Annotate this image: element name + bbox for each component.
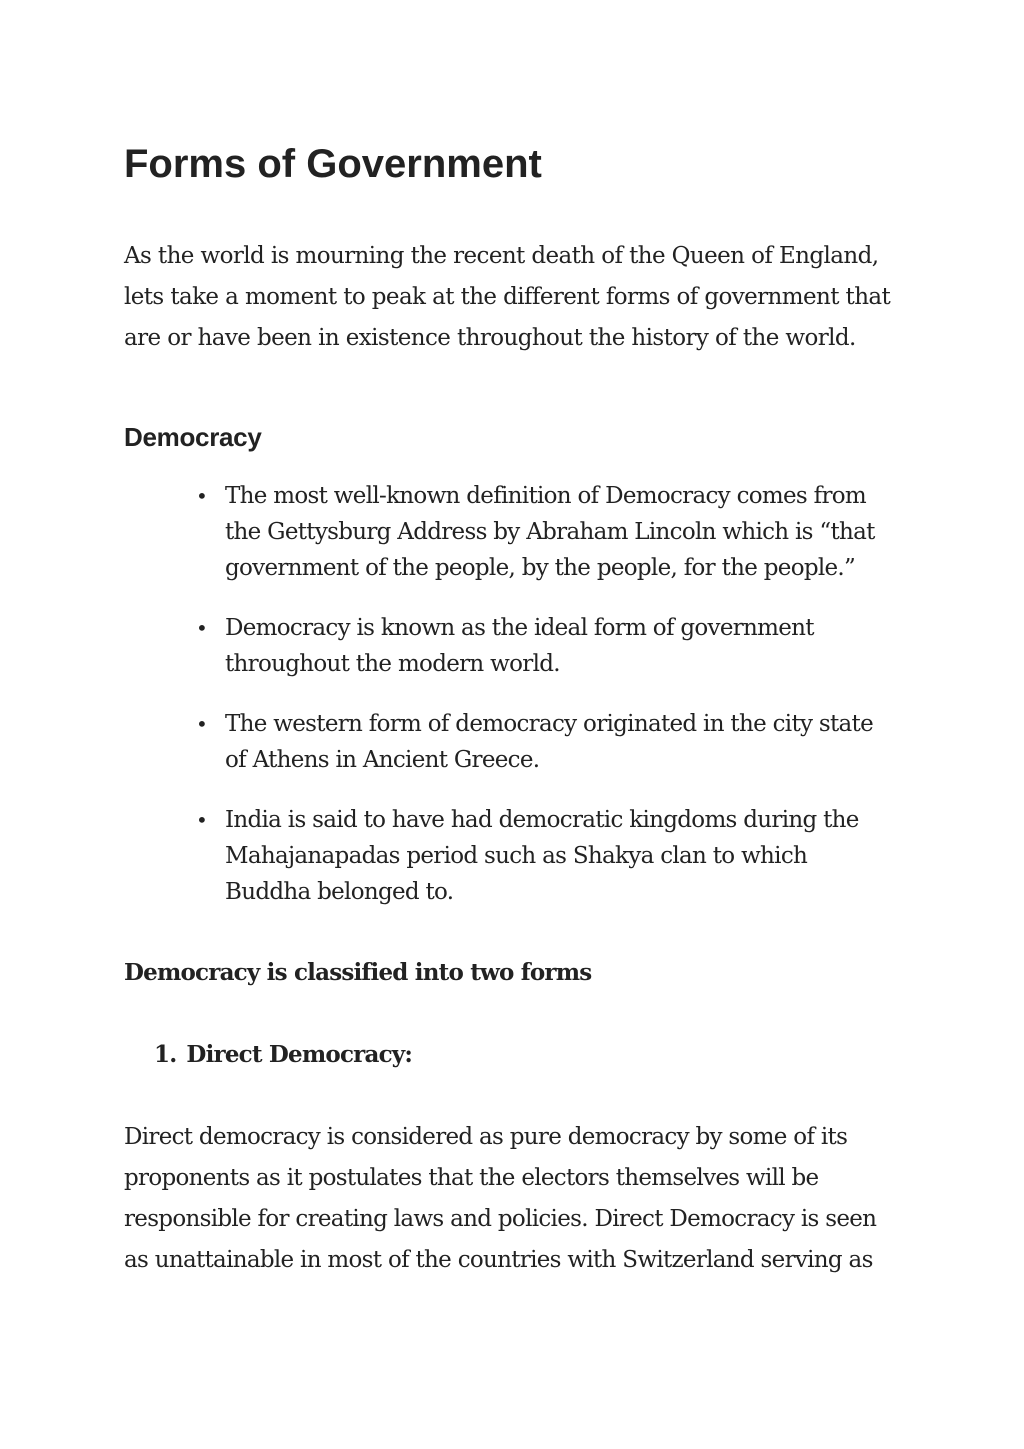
item-number: 1. bbox=[154, 1041, 177, 1068]
list-item-line: of Athens in Ancient Greece. bbox=[225, 747, 540, 773]
direct-democracy-paragraph bbox=[124, 1117, 904, 1281]
bullet-icon: • bbox=[196, 616, 208, 640]
list-item-line: The western form of democracy originated in the city state bbox=[225, 711, 874, 737]
list-item-line: government of the people, by the people, for the people.” bbox=[225, 555, 856, 581]
bullet-icon: • bbox=[196, 484, 208, 508]
list-item bbox=[124, 478, 904, 586]
numbered-item-direct-democracy bbox=[154, 1037, 412, 1073]
list-item-line: throughout the modern world. bbox=[225, 651, 560, 677]
item-label: Direct Democracy: bbox=[186, 1041, 413, 1068]
page-title: Forms of Government bbox=[124, 142, 542, 186]
bullet-icon: • bbox=[196, 712, 208, 736]
intro-line: are or have been in existence throughout the history of the world. bbox=[124, 325, 856, 351]
paragraph-line: Direct democracy is considered as pure democracy by some of its bbox=[124, 1124, 848, 1150]
paragraph-line: responsible for creating laws and policies. Direct Democracy is seen bbox=[124, 1206, 877, 1232]
list-item-line: Buddha belonged to. bbox=[225, 879, 454, 905]
bullet-icon: • bbox=[196, 808, 208, 832]
paragraph-line: proponents as it postulates that the electors themselves will be bbox=[124, 1165, 819, 1191]
democracy-bullet-list bbox=[124, 478, 904, 934]
list-item-line: Mahajanapadas period such as Shakya clan to which bbox=[225, 843, 808, 869]
section-heading-democracy: Democracy bbox=[124, 422, 262, 452]
intro-line: lets take a moment to peak at the different forms of government that bbox=[124, 284, 891, 310]
list-item-line: the Gettysburg Address by Abraham Lincoln which is “that bbox=[225, 519, 875, 545]
classification-heading: Democracy is classified into two forms bbox=[124, 959, 592, 986]
list-item bbox=[124, 706, 904, 778]
list-item bbox=[124, 610, 904, 682]
paragraph-line: as unattainable in most of the countries with Switzerland serving as bbox=[124, 1247, 873, 1273]
list-item-line: The most well-known definition of Democracy comes from bbox=[225, 483, 867, 509]
list-item-line: India is said to have had democratic kingdoms during the bbox=[225, 807, 859, 833]
list-item bbox=[124, 802, 904, 910]
list-item-line: Democracy is known as the ideal form of government bbox=[225, 615, 814, 641]
intro-line: As the world is mourning the recent death of the Queen of England, bbox=[124, 243, 879, 269]
intro-paragraph bbox=[124, 236, 904, 359]
